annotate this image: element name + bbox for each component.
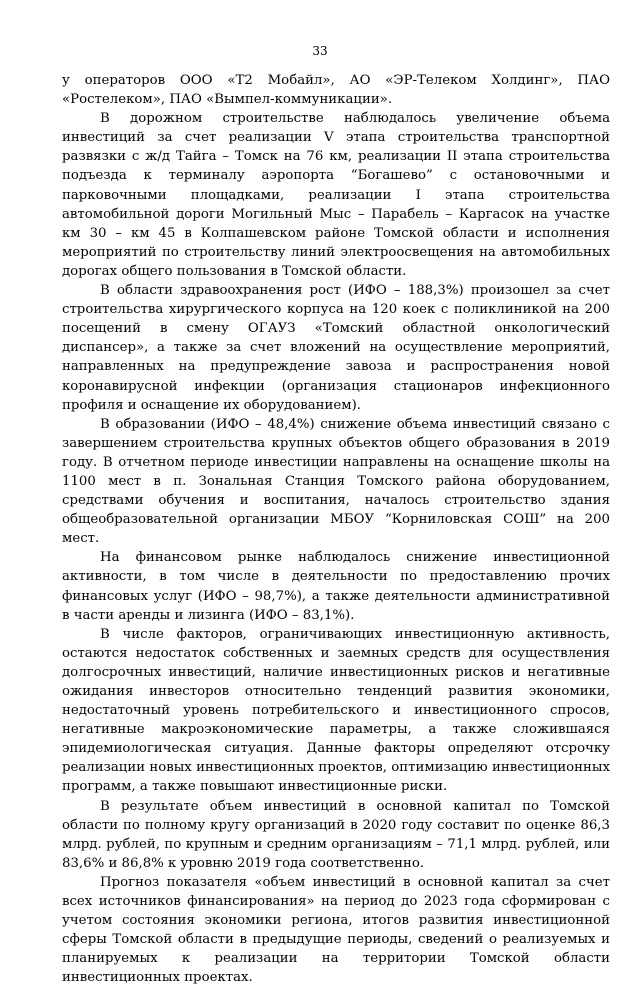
paragraph-healthcare: В области здравоохранения рост (ИФО – 188,3%) произошел за счет строительства хирургического корпуса на 120 коек с поликлиникой на 200 посещений в смену ОГАУЗ «Томский областной онкологический диспансер», а также за счет вложений на осуществление мероприятий, направленных на предупреждение завоза и распространения новой коронавирусной инфекции (организация стационаров инфекционного профиля и оснащение их оборудованием).	[62, 283, 610, 413]
paragraph-limiting-factors: В числе факторов, ограничивающих инвестиционную активность, остаются недостаток собственных и заемных средств для осуществления долгосрочных инвестиций, наличие инвестиционных рисков и негативные ожидания инвесторов относительно тенденций развития экономики, недостаточный уровень потребительского и инвестиционного спросов, негативные макроэкономические параметры, а также сложившаяся эпидемиологическая ситуация. Данные факторы определяют отсрочку реализации новых инвестиционных проектов, оптимизацию инвестиционных программ, а также повышают инвестиционные риски.	[62, 626, 610, 795]
paragraph-road-construction: В дорожном строительстве наблюдалось увеличение объема инвестиций за счет реализации V этапа строительства транспортной развязки с ж/д Тайга – Томск на 76 км, реализации II этапа строительства подъезда к терминалу аэропорта “Богашево” с остановочными и парковочными площадками, реализации I этапа строительства автомобильной дороги Могильный Мыс – Парабель – Каргасок на участке км 30 – км 45 в Колпашевском районе Томской области и исполнения мероприятий по строительству линий электроосвещения на автомобильных дорогах общего пользования в Томской области.	[62, 111, 610, 279]
paragraph-forecast: Прогноз показателя «объем инвестиций в основной капитал за счет всех источников финансирования» на период до 2023 года сформирован с учетом состояния экономики региона, итогов развития инвестиционной сферы Томской области в предыдущие периоды, сведений о реализуемых и планируемых к реализации на территории Томской области инвестиционных проектах.	[62, 874, 610, 986]
document-body	[62, 71, 610, 988]
page-number: 33	[312, 44, 328, 58]
paragraph-telecom-operators: у операторов ООО «Т2 Мобайл», АО «ЭР-Телеком Холдинг», ПАО «Ростелеком», ПАО «Вымпел-коммуникации».	[62, 73, 610, 108]
paragraph-financial-market: На финансовом рынке наблюдалось снижение инвестиционной активности, в том числе в деятельности по предоставлению прочих финансовых услуг (ИФО – 98,7%), а также деятельности административной в части аренды и лизинга (ИФО – 83,1%).	[62, 550, 610, 623]
paragraph-investment-result: В результате объем инвестиций в основной капитал по Томской области по полному кругу организаций в 2020 году составит по оценке 86,3 млрд. рублей, по крупным и средним организациям – 71,1 млрд. рублей, или 83,6% и 86,8% к уровню 2019 года соответственно.	[62, 798, 610, 871]
paragraph-education: В образовании (ИФО – 48,4%) снижение объема инвестиций связано с завершением строительства крупных объектов общего образования в 2019 году. В отчетном периоде инвестиции направлены на оснащение школы на 1100 мест в п. Зональная Станция Томского района оборудованием, средствами обучения и воспитания, началось строительство здания общеобразовательной организации МБОУ “Корниловская СОШ” на 200 мест.	[62, 416, 610, 547]
